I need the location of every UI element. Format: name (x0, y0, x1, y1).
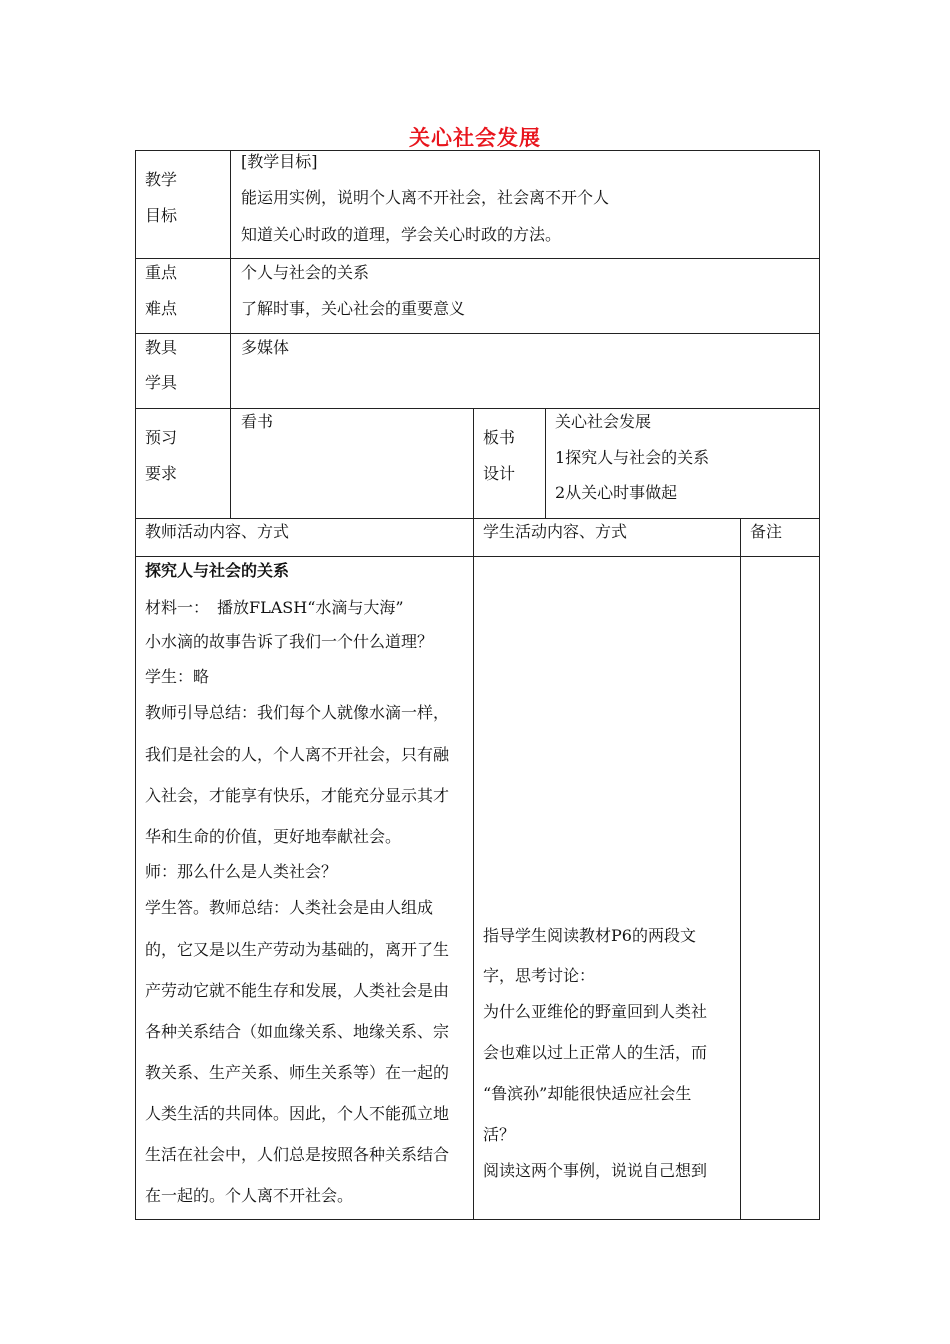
teacher-activity-line: 教师引导总结：我们每个人就像水滴一样， (145, 703, 450, 722)
goals-line: [教学目标] (241, 152, 318, 171)
preview-label-line-2: 要求 (145, 464, 178, 483)
table-border-right (819, 150, 820, 1220)
preview-content: 看书 (241, 412, 274, 431)
board-label-divider (545, 408, 546, 519)
teacher-activity-line: 我们是社会的人，个人离不开社会，只有融 (145, 745, 450, 764)
student-activity-line: 字，思考讨论： (483, 966, 596, 985)
column-divider (473, 408, 474, 1220)
tools-content: 多媒体 (241, 338, 290, 357)
table-border-left (135, 150, 136, 1220)
row-divider (135, 556, 820, 557)
teacher-activity-line: 学生：略 (145, 667, 210, 686)
key-points-line: 了解时事，关心社会的重要意义 (241, 299, 466, 318)
teacher-activity-line: 材料一： 播放FLASH“水滴与大海” (145, 598, 404, 617)
student-activity-line: “鲁滨孙”却能很快适应社会生 (483, 1084, 692, 1103)
key-points-label-line-2: 难点 (145, 299, 178, 318)
teacher-activity-line: 华和生命的价值，更好地奉献社会。 (145, 827, 402, 846)
student-activity-line: 会也难以过上正常人的生活，而 (483, 1043, 708, 1062)
student-activity-line: 活？ (483, 1125, 516, 1144)
board-line: 关心社会发展 (555, 412, 652, 431)
page-title: 关心社会发展 (409, 125, 541, 150)
teacher-activity-line: 产劳动它就不能生存和发展，人类社会是由 (145, 981, 450, 1000)
board-line: 2从关心时事做起 (555, 483, 678, 502)
student-activity-line: 为什么亚维伦的野童回到人类社 (483, 1002, 708, 1021)
key-points-label-line-1: 重点 (145, 263, 178, 282)
row-divider (135, 258, 820, 259)
row-divider (135, 408, 820, 409)
goals-label-line-2: 目标 (145, 206, 178, 225)
teacher-activity-line: 各种关系结合（如血缘关系、地缘关系、宗 (145, 1022, 450, 1041)
goals-label-line-1: 教学 (145, 170, 178, 189)
board-label-line-1: 板书 (483, 428, 516, 447)
goals-line: 知道关心时政的道理，学会关心时政的方法。 (241, 225, 562, 244)
table-border-top (135, 150, 820, 151)
student-activity-line: 指导学生阅读教材P6的两段文 (483, 926, 696, 945)
label-column-divider (230, 150, 231, 519)
teacher-activity-line: 人类生活的共同体。因此，个人不能孤立地 (145, 1104, 450, 1123)
tools-label-line-1: 教具 (145, 338, 178, 357)
teacher-activity-line: 教关系、生产关系、师生关系等）在一起的 (145, 1063, 450, 1082)
table-border-bottom (135, 1219, 820, 1220)
board-line: 1探究人与社会的关系 (555, 448, 710, 467)
row-divider (135, 518, 820, 519)
teacher-activity-header: 教师活动内容、方式 (145, 522, 290, 541)
teacher-activity-heading: 探究人与社会的关系 (145, 561, 290, 580)
teacher-activity-line: 师：那么什么是人类社会？ (145, 862, 338, 881)
goals-line: 能运用实例，说明个人离不开社会，社会离不开个人 (241, 188, 610, 207)
notes-column-divider (740, 518, 741, 1220)
tools-label-line-2: 学具 (145, 373, 178, 392)
teacher-activity-line: 在一起的。个人离不开社会。 (145, 1186, 354, 1205)
board-label-line-2: 设计 (483, 464, 516, 483)
row-divider (135, 333, 820, 334)
student-activity-header: 学生活动内容、方式 (483, 522, 628, 541)
teacher-activity-line: 入社会，才能享有快乐，才能充分显示其才 (145, 786, 450, 805)
teacher-activity-line: 的，它又是以生产劳动为基础的，离开了生 (145, 940, 450, 959)
key-points-line: 个人与社会的关系 (241, 263, 370, 282)
teacher-activity-line: 小水滴的故事告诉了我们一个什么道理？ (145, 632, 434, 651)
teacher-activity-line: 学生答。教师总结：人类社会是由人组成 (145, 898, 434, 917)
student-activity-line: 阅读这两个事例，说说自己想到 (483, 1161, 708, 1180)
notes-header: 备注 (750, 522, 783, 541)
teacher-activity-line: 生活在社会中，人们总是按照各种关系结合 (145, 1145, 450, 1164)
preview-label-line-1: 预习 (145, 428, 178, 447)
